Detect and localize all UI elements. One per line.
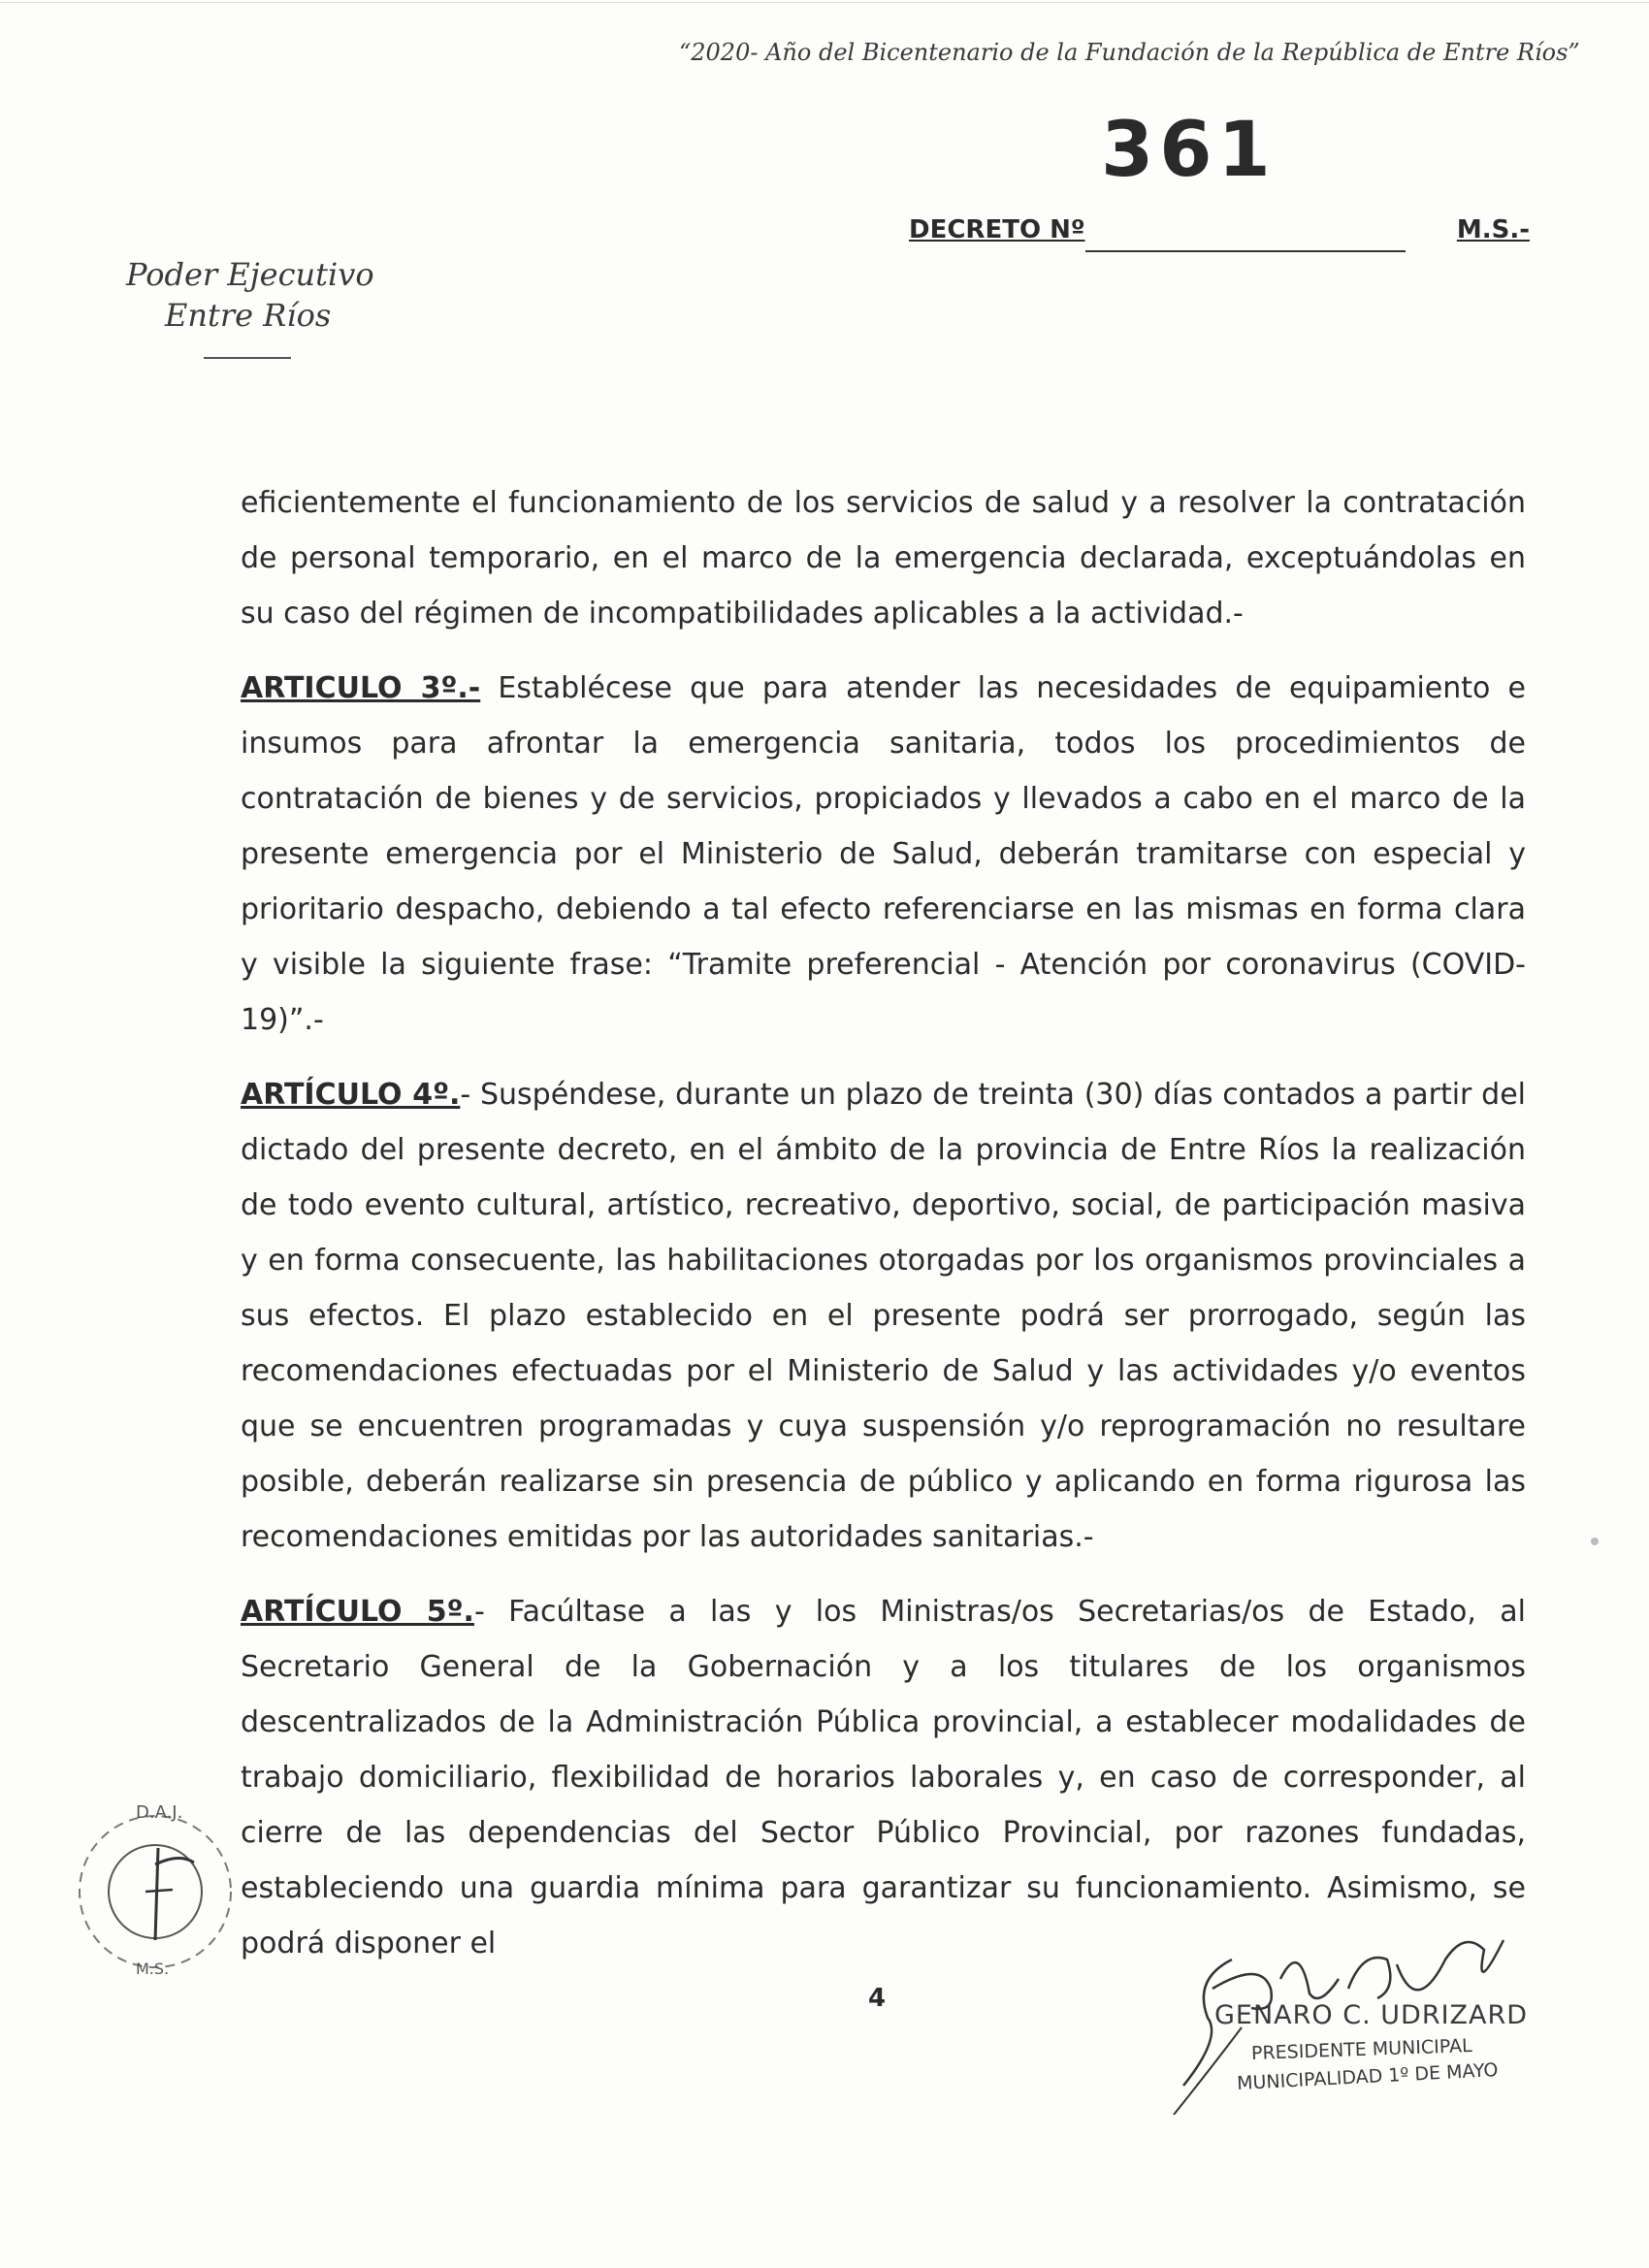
stamp-top-label: D.A.J.	[136, 1802, 183, 1823]
article-5-heading: ARTÍCULO 5º.	[241, 1595, 474, 1629]
article-5-text: - Facúltase a las y los Ministras/os Secretarias/os de Estado, al Secretario General de la Gobernación y a los titulares de los organismos descentralizados de la Administración Pública provincial, a establecer modalidades de trabajo domiciliario, flexibilidad de horarios laborales y, en caso de corresponder, al cierre de las dependencias del Sector Público Provincial, por razones fundadas, estableciendo una guardia mínima para garantizar su funcionamiento. Asimismo, se podrá disponer el	[241, 1595, 1526, 1960]
page-number: 4	[868, 1984, 887, 2013]
decree-label: DECRETO Nº	[909, 215, 1085, 244]
paragraph-text: eficientemente el funcionamiento de los servicios de salud y a resolver la contratación de personal temporario, en el marco de la emergencia declarada, exceptuándolas en su caso del régimen de incompatibilidades aplicables a la actividad.-	[241, 486, 1526, 631]
paragraph-continuation	[241, 475, 1526, 641]
article-4-heading: ARTÍCULO 4º.	[241, 1078, 461, 1112]
signatory-title: PRESIDENTE MUNICIPAL	[1250, 2035, 1472, 2064]
signatory-name: GENARO C. UDRIZARD	[1214, 2000, 1529, 2030]
signatory-organization: MUNICIPALIDAD 1º DE MAYO	[1236, 2058, 1499, 2095]
article-3	[241, 661, 1526, 1048]
institution-letterhead	[126, 254, 378, 336]
article-3-heading: ARTICULO 3º.-	[241, 671, 481, 705]
legal-office-stamp	[58, 1795, 252, 1989]
scan-speck	[1591, 1538, 1599, 1545]
institution-line-2: Entre Ríos	[165, 297, 332, 334]
article-4-text: - Suspéndese, durante un plazo de treinta (30) días contados a partir del dictado del presente decreto, en el ámbito de la provincia de Entre Ríos la realización de todo evento cultural, artístico, recreativo, deportivo, social, de participación masiva y en forma consecuente, las habilitaciones otorgadas por los organismos provinciales a sus efectos. El plazo establecido en el presente podrá ser prorrogado, según las recomendaciones efectuadas por el Ministerio de Salud y las actividades y/o eventos que se encuentren programadas y cuya suspensión y/o reprogramación no resultare posible, deberán realizarse sin presencia de público y aplicando en forma rigurosa las recomendaciones emitidas por las autoridades sanitarias.-	[241, 1078, 1526, 1554]
decree-body	[241, 475, 1526, 1991]
letterhead-rule	[204, 357, 291, 359]
decree-heading	[909, 215, 1530, 254]
article-4	[241, 1067, 1526, 1565]
stamp-bottom-label: M.S.	[136, 1960, 170, 1978]
article-3-text: Establécese que para atender las necesidades de equipamiento e insumos para afrontar la emergencia sanitaria, todos los procedimientos de contratación de bienes y de servicios, propiciados y llevados a cabo en el marco de la presente emergencia por el Ministerio de Salud, deberán tramitarse con especial y prioritario despacho, debiendo a tal efecto referenciarse en las mismas en forma clara y visible la siguiente frase: “Tramite preferencial - Atención por coronavirus (COVID-19)”.-	[241, 671, 1526, 1037]
decree-number: 361	[1101, 107, 1277, 194]
article-5	[241, 1584, 1526, 1971]
ministry-suffix: M.S.-	[1456, 215, 1530, 244]
institution-line-1: Poder Ejecutivo	[126, 256, 374, 293]
decree-blank-line	[1085, 250, 1406, 252]
year-motto: “2020- Año del Bicentenario de la Fundación de la República de Entre Ríos”	[679, 39, 1580, 66]
scan-edge	[0, 2, 1649, 3]
signature-block	[1154, 1921, 1562, 2115]
